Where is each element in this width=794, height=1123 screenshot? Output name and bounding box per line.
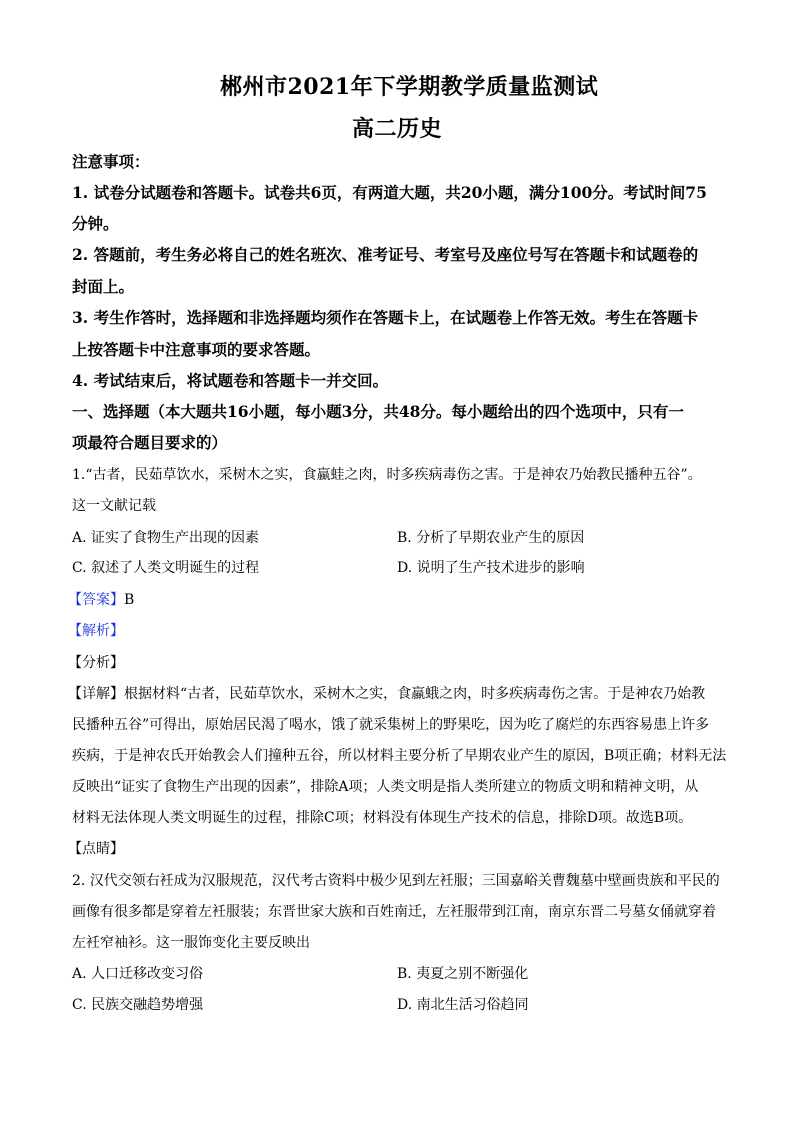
question-2-option-a: A. 人口迁移改变习俗 [72,966,204,982]
question-1-option-a: A. 证实了食物生产出现的因素 [72,530,260,546]
exam-subtitle: 高二历史 [352,116,443,142]
detail-line: 疾病，于是神农氏开始教会人们撞种五谷，所以材料主要分析了早期农业产生的原因，B项正确；材料无法 [72,748,727,764]
detail-line: 材料无法体现人类文明诞生的过程，排除C项；材料没有体现生产技术的信息，排除D项。故选B项。 [72,810,693,826]
notice-heading: 注意事项： [72,152,150,171]
notice-line: 上按答题卡中注意事项的要求答题。 [72,340,321,359]
question-1-option-b: B. 分析了早期农业产生的原因 [397,530,585,546]
notice-line: 分钟。 [72,214,119,233]
answer-value: B [124,592,135,608]
detail-line: 反映出“证实了食物生产出现的因素”，排除A项；人类文明是指人类所建立的物质文明和精神文明，从 [72,779,699,795]
question-1-option-d: D. 说明了生产技术进步的影响 [397,560,585,576]
question-2-stem: 左衽窄袖衫。这一服饰变化主要反映出 [72,935,310,951]
answer-tag: 【答案】 [68,592,124,608]
notice-line: 3. 考生作答时，选择题和非选择题均须作在答题卡上，在试题卷上作答无效。考生在答题卡 [72,308,699,327]
dianjing-tag: 【点睛】 [68,841,124,857]
detail-line: 【详解】根据材料“古者，民茹草饮水，采树木之实，食蠃蛾之肉，时多疾病毒伤之害。于是神农乃始教 [68,686,706,702]
section-heading: 一、选择题（本大题共16小题，每小题3分，共48分。每小题给出的四个选项中，只有一 [72,402,684,421]
fenxi-tag: 【分析】 [68,655,124,671]
answer-line [68,589,134,609]
notice-line: 4. 考试结束后，将试题卷和答题卡一并交回。 [72,371,389,390]
notice-line: 封面上。 [72,277,135,296]
question-2-stem: 2. 汉代交领右衽成为汉服规范，汉代考古资料中极少见到左衽服；三国嘉峪关曹魏墓中壁画贵族和平民的 [72,873,720,889]
notice-line: 1. 试卷分试题卷和答题卡。试卷共6页，有两道大题，共20小题，满分100分。考试时间75 [72,183,707,202]
question-2-stem: 画像有很多都是穿着左衽服装；东晋世家大族和百姓南迁，左衽服带到江南，南京东晋二号墓女俑就穿着 [72,904,716,920]
question-2-option-b: B. 夷夏之别不断强化 [397,966,529,982]
question-2-option-c: C. 民族交融趋势增强 [72,997,204,1013]
notice-line: 2. 答题前，考生务必将自己的姓名班次、准考证号、考室号及座位号写在答题卡和试题卷的 [72,245,699,264]
exam-title: 郴州市2021年下学期教学质量监测试 [220,74,599,100]
section-heading: 项最符合题目要求的） [72,433,228,452]
analysis-tag: 【解析】 [68,623,124,639]
question-1-stem: 这一文献记载 [72,498,156,514]
question-2-option-d: D. 南北生活习俗趋同 [397,997,529,1013]
detail-line: 民播种五谷”可得出，原始居民渴了喝水，饿了就采集树上的野果吃，因为吃了腐烂的东西容易患上许多 [72,717,710,733]
question-1-option-c: C. 叙述了人类文明诞生的过程 [72,560,260,576]
question-1-stem: 1.“古者，民茹草饮水，采树木之实，食蠃蛙之肉，时多疾病毒伤之害。于是神农乃始教民播种五谷”。 [72,467,702,483]
